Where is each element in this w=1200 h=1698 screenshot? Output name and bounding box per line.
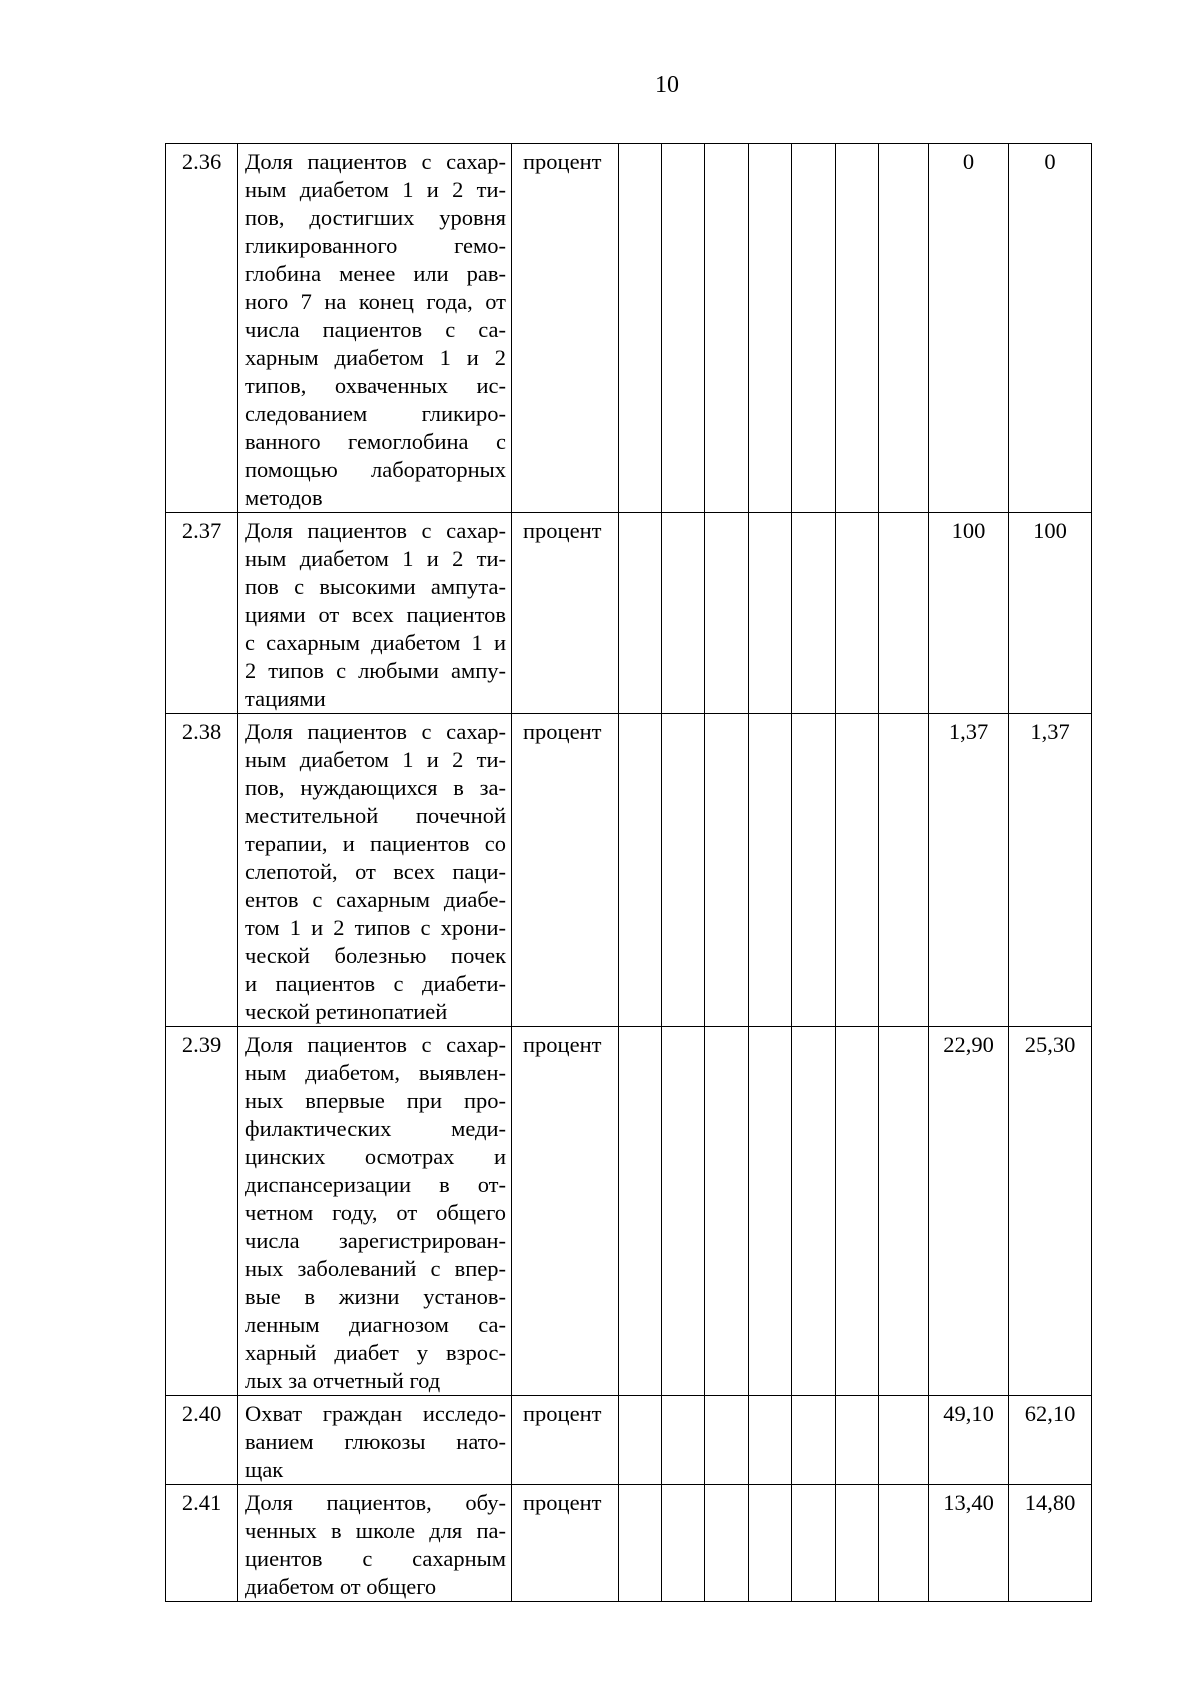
indicator-name (238, 513, 512, 714)
indicator-name-line: ных впервые при про- (245, 1088, 506, 1113)
empty-cell (619, 1027, 662, 1396)
value-cell-2: 62,10 (1009, 1396, 1092, 1485)
indicator-name-line: пов, достигших уровня (245, 205, 506, 230)
empty-cell (836, 513, 879, 714)
indicator-name-line: ленным диагнозом са- (245, 1312, 506, 1337)
indicator-name-line: ванием глюкозы нато- (245, 1429, 506, 1454)
indicator-name-line: циентов с сахарным (245, 1546, 506, 1571)
empty-cell (792, 1485, 836, 1602)
indicator-name-line: диабетом от общего (245, 1574, 437, 1599)
empty-cell (879, 513, 929, 714)
unit-cell: процент (512, 1485, 619, 1602)
indicator-name-line: Доля пациентов с сахар- (245, 719, 506, 744)
indicator-name-line: следованием гликиро- (245, 401, 506, 426)
indicator-name-line: и пациентов с диабети- (245, 971, 506, 996)
indicator-name-line: пов, нуждающихся в за- (245, 775, 506, 800)
empty-cell (836, 714, 879, 1027)
empty-cell (792, 513, 836, 714)
unit-cell: процент (512, 513, 619, 714)
indicator-name-line: ванного гемоглобина с (245, 429, 506, 454)
empty-cell (619, 714, 662, 1027)
empty-cell (705, 714, 749, 1027)
indicator-name-line: ческой болезнью почек (245, 943, 506, 968)
indicator-name-line: Доля пациентов с сахар- (245, 518, 506, 543)
indicator-name-line: гликированного гемо- (245, 233, 506, 258)
indicator-name-line: типов, охваченных ис- (245, 373, 506, 398)
indicator-name-line: ных заболеваний с впер- (245, 1256, 506, 1281)
empty-cell (792, 1027, 836, 1396)
indicator-name-line: глобина менее или рав- (245, 261, 506, 286)
value-cell-1: 1,37 (929, 714, 1009, 1027)
empty-cell (879, 714, 929, 1027)
value-cell-2: 100 (1009, 513, 1092, 714)
value-cell-2: 14,80 (1009, 1485, 1092, 1602)
row-number: 2.37 (166, 513, 238, 714)
empty-cell (619, 144, 662, 513)
indicator-name-line: Охват граждан исследо- (245, 1401, 506, 1426)
unit-cell: процент (512, 714, 619, 1027)
indicator-name-line: диспансеризации в от- (245, 1172, 506, 1197)
indicator-name-line: ным диабетом 1 и 2 ти- (245, 177, 506, 202)
page-number: 10 (655, 72, 679, 98)
indicator-name-line: с сахарным диабетом 1 и (245, 630, 506, 655)
unit-cell: процент (512, 144, 619, 513)
indicator-name-line: Доля пациентов с сахар- (245, 149, 506, 174)
table-row (166, 1485, 1092, 1602)
table-body (166, 144, 1092, 1602)
indicator-name-line: ентов с сахарным диабе- (245, 887, 506, 912)
indicator-name-line: Доля пациентов с сахар- (245, 1032, 506, 1057)
value-cell-1: 100 (929, 513, 1009, 714)
row-number: 2.40 (166, 1396, 238, 1485)
empty-cell (749, 1027, 792, 1396)
indicator-name-line: местительной почечной (245, 803, 506, 828)
empty-cell (879, 1485, 929, 1602)
table-row (166, 513, 1092, 714)
value-cell-1: 13,40 (929, 1485, 1009, 1602)
indicator-name (238, 714, 512, 1027)
indicator-name-line: ченных в школе для па- (245, 1518, 506, 1543)
empty-cell (619, 513, 662, 714)
indicator-name-line: терапии, и пациентов со (245, 831, 506, 856)
empty-cell (792, 1396, 836, 1485)
empty-cell (662, 1027, 705, 1396)
indicator-name (238, 1485, 512, 1602)
indicator-name-line: методов (245, 485, 323, 510)
indicator-name-line: харный диабет у взрос- (245, 1340, 506, 1365)
indicator-name-line: помощью лабораторных (245, 457, 506, 482)
table-row (166, 144, 1092, 513)
empty-cell (705, 1396, 749, 1485)
empty-cell (749, 714, 792, 1027)
indicator-name-line: том 1 и 2 типов с хрони- (245, 915, 506, 940)
indicator-name (238, 1396, 512, 1485)
indicator-name-line: харным диабетом 1 и 2 (245, 345, 506, 370)
table-row (166, 1027, 1092, 1396)
indicator-name (238, 144, 512, 513)
indicator-name-line: вые в жизни установ- (245, 1284, 506, 1309)
empty-cell (836, 1027, 879, 1396)
indicator-name-line: 2 типов с любыми ампу- (245, 658, 506, 683)
empty-cell (836, 1396, 879, 1485)
indicator-name-line: щак (245, 1457, 284, 1482)
empty-cell (619, 1396, 662, 1485)
empty-cell (705, 1485, 749, 1602)
indicator-name-line: филактических меди- (245, 1116, 506, 1141)
empty-cell (836, 144, 879, 513)
indicators-table (165, 143, 1092, 1602)
empty-cell (749, 1396, 792, 1485)
indicator-name-line: числа зарегистрирован- (245, 1228, 506, 1253)
table-row (166, 714, 1092, 1027)
empty-cell (662, 1396, 705, 1485)
empty-cell (662, 714, 705, 1027)
indicator-name-line: числа пациентов с са- (245, 317, 506, 342)
indicator-name-line: ным диабетом 1 и 2 ти- (245, 546, 506, 571)
empty-cell (792, 144, 836, 513)
unit-cell: процент (512, 1396, 619, 1485)
indicator-name-line: слепотой, от всех паци- (245, 859, 506, 884)
indicator-name-line: четном году, от общего (245, 1200, 506, 1225)
empty-cell (879, 1396, 929, 1485)
empty-cell (662, 513, 705, 714)
value-cell-2: 0 (1009, 144, 1092, 513)
row-number: 2.36 (166, 144, 238, 513)
empty-cell (662, 1485, 705, 1602)
empty-cell (879, 144, 929, 513)
empty-cell (705, 513, 749, 714)
row-number: 2.38 (166, 714, 238, 1027)
indicator-name-line: Доля пациентов, обу- (245, 1490, 506, 1515)
indicator-name (238, 1027, 512, 1396)
indicator-name-line: цинских осмотрах и (245, 1144, 506, 1169)
value-cell-1: 22,90 (929, 1027, 1009, 1396)
value-cell-2: 25,30 (1009, 1027, 1092, 1396)
indicator-name-line: ным диабетом 1 и 2 ти- (245, 747, 506, 772)
indicator-name-line: ным диабетом, выявлен- (245, 1060, 506, 1085)
indicator-name-line: тациями (245, 686, 326, 711)
empty-cell (749, 144, 792, 513)
row-number: 2.39 (166, 1027, 238, 1396)
row-number: 2.41 (166, 1485, 238, 1602)
indicator-name-line: ческой ретинопатией (245, 999, 448, 1024)
indicator-name-line: лых за отчетный год (245, 1368, 441, 1393)
empty-cell (662, 144, 705, 513)
indicator-name-line: ного 7 на конец года, от (245, 289, 506, 314)
empty-cell (836, 1485, 879, 1602)
value-cell-2: 1,37 (1009, 714, 1092, 1027)
indicator-name-line: пов с высокими ампута- (245, 574, 506, 599)
empty-cell (879, 1027, 929, 1396)
empty-cell (705, 144, 749, 513)
indicator-name-line: циями от всех пациентов (245, 602, 506, 627)
table-row (166, 1396, 1092, 1485)
unit-cell: процент (512, 1027, 619, 1396)
empty-cell (792, 714, 836, 1027)
empty-cell (749, 1485, 792, 1602)
value-cell-1: 49,10 (929, 1396, 1009, 1485)
value-cell-1: 0 (929, 144, 1009, 513)
empty-cell (705, 1027, 749, 1396)
empty-cell (619, 1485, 662, 1602)
empty-cell (749, 513, 792, 714)
